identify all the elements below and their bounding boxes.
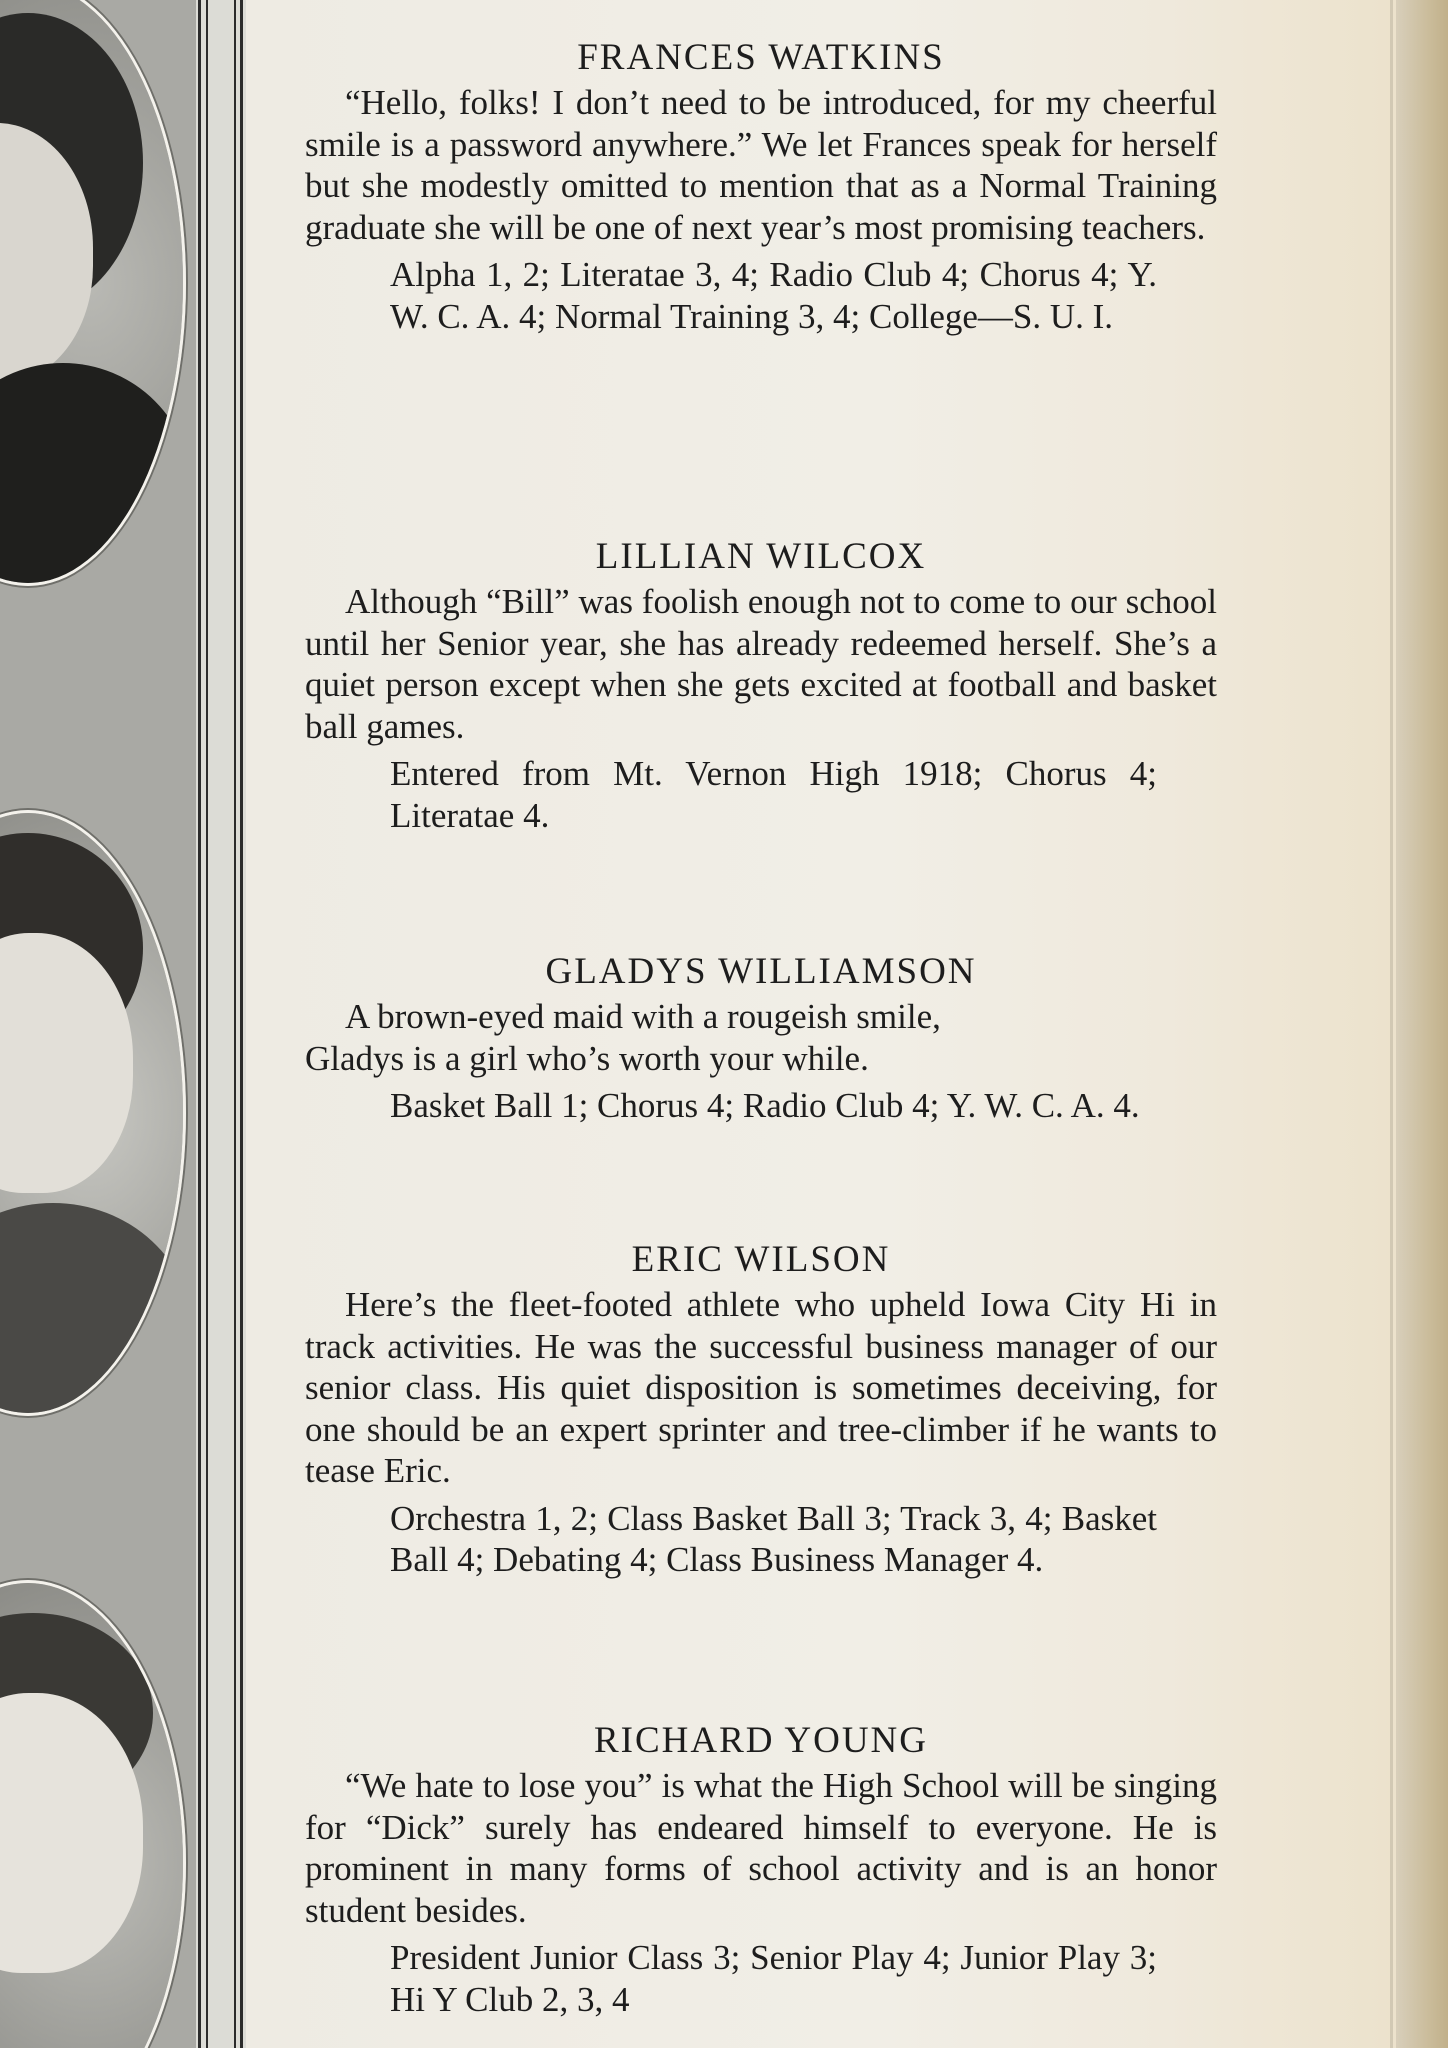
page-edge xyxy=(1396,0,1448,2048)
portrait-photo xyxy=(0,1580,186,2048)
student-activities: President Junior Class 3; Senior Play 4; Junior Play 3; Hi Y Club 2, 3, 4 xyxy=(390,1938,1157,2019)
student-activities: Alpha 1, 2; Literatae 3, 4; Radio Club 4; Chorus 4; Y. W. C. A. 4; Normal Training 3, 4; College—S. U. I. xyxy=(390,255,1157,336)
portrait-photo xyxy=(0,0,186,586)
border-rule xyxy=(206,0,208,2048)
student-name: FRANCES WATKINS xyxy=(577,37,945,78)
student-bio: Although “Bill” was foolish enough not to come to our school until her Senior year, she has already redeemed herself. She’s a quiet person except when she gets excited at football and basket ball games. xyxy=(305,582,1217,746)
senior-entry xyxy=(305,1238,1217,1581)
student-bio: Here’s the fleet-footed athlete who upheld Iowa City Hi in track activities. He was the successful business manager of our senior class. His quiet disposition is sometimes deceiving, for one should be an expert sprinter and tree-climber if he wants to tease Eric. xyxy=(305,1285,1217,1490)
border-rule xyxy=(198,0,201,2048)
student-name: ERIC WILSON xyxy=(631,1239,891,1280)
portrait-strip xyxy=(0,0,200,2048)
student-activities: Orchestra 1, 2; Class Basket Ball 3; Track 3, 4; Basket Ball 4; Debating 4; Class Business Manager 4. xyxy=(390,1498,1157,1579)
senior-entry xyxy=(305,36,1217,337)
page-gutter-line xyxy=(1390,0,1393,2048)
senior-entry xyxy=(305,535,1217,836)
student-name: RICHARD YOUNG xyxy=(594,1720,928,1761)
student-activities: Entered from Mt. Vernon High 1918; Chorus 4; Literatae 4. xyxy=(390,754,1157,835)
student-activities: Basket Ball 1; Chorus 4; Radio Club 4; Y. W. C. A. 4. xyxy=(390,1086,1140,1125)
border-rule xyxy=(240,0,243,2048)
student-bio: “Hello, folks! I don’t need to be introduced, for my cheerful smile is a password anywhere.” We let Frances speak for herself but she modestly omitted to mention that as a Normal Training graduate she will be one of next year’s most promising teachers. xyxy=(305,83,1217,247)
portrait-photo xyxy=(0,810,186,1416)
senior-entry xyxy=(305,950,1217,1127)
border-rule xyxy=(234,0,236,2048)
student-name: LILLIAN WILCOX xyxy=(595,536,927,577)
student-bio: “We hate to lose you” is what the High School will be singing for “Dick” surely has endeared himself to everyone. He is prominent in many forms of school activity and is an honor student besides. xyxy=(305,1766,1217,1930)
student-name: GLADYS WILLIAMSON xyxy=(545,951,977,992)
student-bio: A brown-eyed maid with a rougeish smile, Gladys is a girl who’s worth your while. xyxy=(305,997,941,1078)
senior-entry xyxy=(305,1719,1217,2020)
page-border-rules xyxy=(196,0,246,2048)
